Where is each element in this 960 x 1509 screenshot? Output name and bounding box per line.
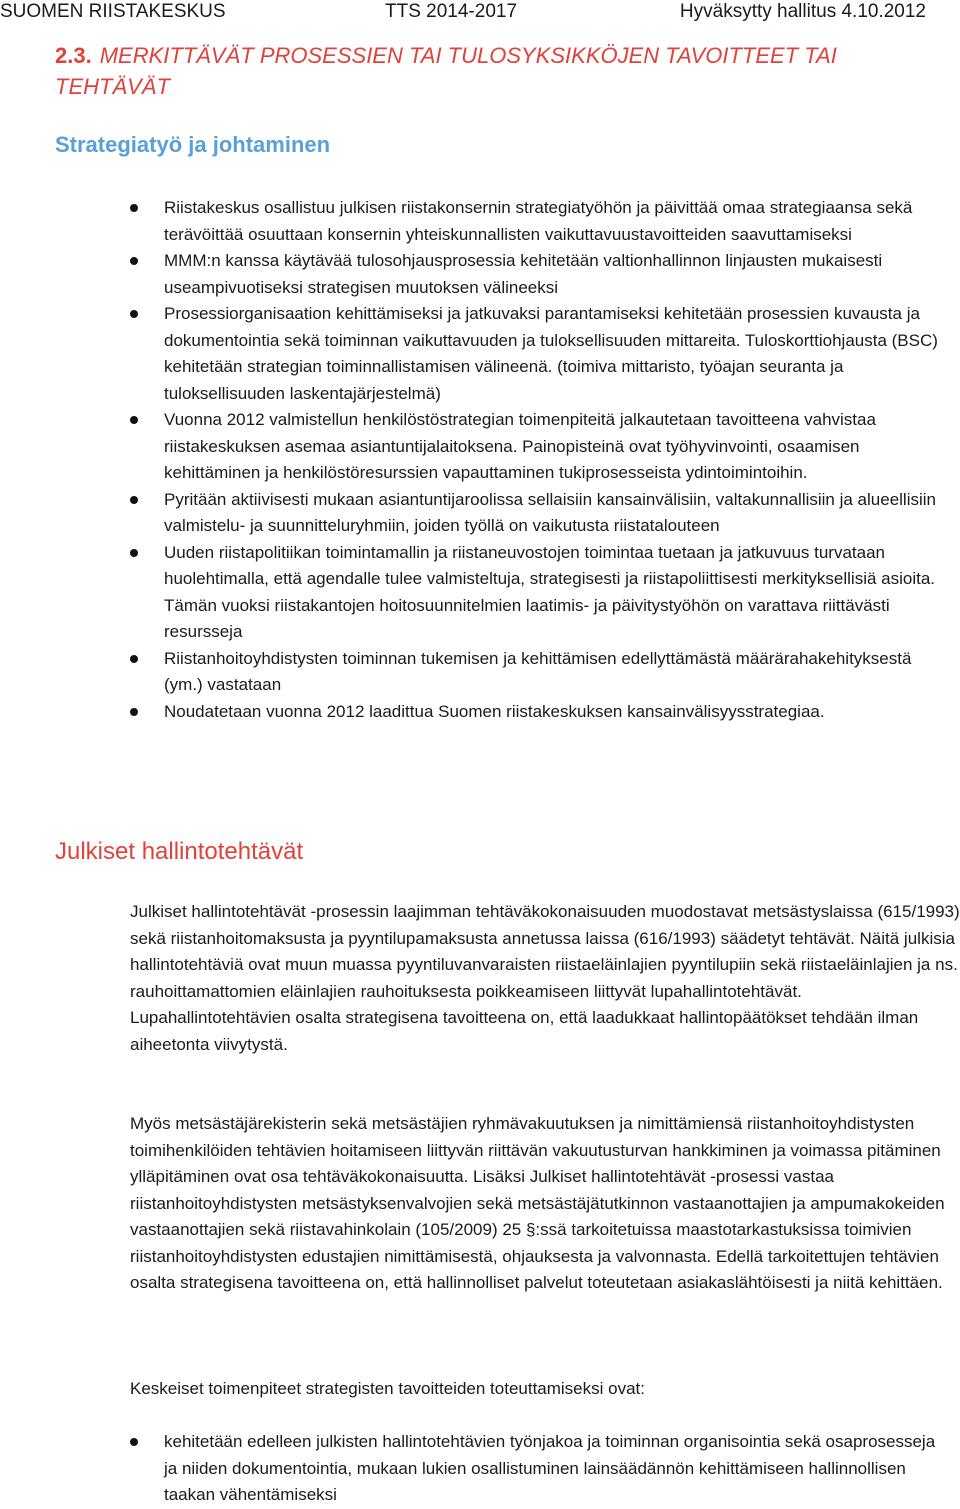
key-measures-bullet-list <box>130 1429 950 1509</box>
list-item <box>130 248 950 301</box>
list-item-text: MMM:n kanssa käytävää tulosohjausprosessia kehitetään valtionhallinnon linjausten mukaisesti useampivuotiseksi strategisen muutoksen välineeksi <box>164 251 883 297</box>
bullet-icon <box>130 204 138 212</box>
plan-period: TTS 2014-2017 <box>385 1 518 22</box>
list-item-text: Vuonna 2012 valmistellun henkilöstöstrategian toimenpiteitä jalkautetaan tavoitteena vahvistaa riistakeskuksen asemaa asiantuntijalaitoksena. Painopisteinä ovat työhyvinvointi, osaamisen kehittäminen ja henkilöstöresurssien vapauttaminen tukiprosesseista ydintoimintoihin. <box>164 410 876 482</box>
list-item <box>130 540 950 646</box>
paragraph-public-tasks-1: Julkiset hallintotehtävät -prosessin laajimman tehtäväkokonaisuuden muodostavat metsästyslaissa (615/1993) sekä riistanhoitomaksusta ja pyyntilupamaksusta annetussa laissa (616/1993) säädetyt tehtävät. Näitä julkisia hallintotehtäviä ovat muun muassa pyyntiluvanvaraisten riistaeläinlajien pyyntilupiin sekä riistaeläinlajien ja ns. rauhoittamattomien eläinlajien rauhoituksesta poikkeamiseen liittyvät lupahallintotehtävät. Lupahallintotehtävien osalta strategisena tavoitteena on, että laadukkaat hallintopäätökset tehdään ilman aiheetonta viivytystä. <box>130 902 960 1054</box>
bullet-icon <box>130 496 138 504</box>
list-item-text: Prosessiorganisaation kehittämiseksi ja jatkuvaksi parantamiseksi kehitetään prosessien kuvausta ja dokumentointia sekä toiminnan vaikuttavuuden ja tuloksellisuuden mittareita. Tuloskorttiohjausta (BSC) kehitetään strategian toiminnallistamisen välineenä. (toimiva mittaristo, työajan seuranta ja tuloksellisuuden laskentajärjestelmä) <box>164 304 938 403</box>
list-item <box>130 301 950 407</box>
list-item-text: Riistanhoitoyhdistysten toiminnan tukemisen ja kehittämisen edellyttämästä määrärahakehityksestä (ym.) vastataan <box>164 648 912 694</box>
strategy-heading: Strategiatyö ja johtaminen <box>55 132 331 157</box>
section-title-text: MERKITTÄVÄT PROSESSIEN TAI TULOSYKSIKKÖJEN TAVOITTEET TAI TEHTÄVÄT <box>55 43 837 99</box>
list-item <box>130 699 950 726</box>
strategy-bullet-list <box>130 195 950 725</box>
list-item-text: Riistakeskus osallistuu julkisen riistakonsernin strategiatyöhön ja päivittää omaa strategiaansa sekä terävöittää osuuttaan konsernin yhteiskunnallisten vaikuttavuustavoitteiden saavuttamiseksi <box>164 198 913 244</box>
list-item <box>130 1429 950 1509</box>
list-item <box>130 407 950 487</box>
list-item <box>130 646 950 699</box>
organization-name: SUOMEN RIISTAKESKUS <box>0 1 226 22</box>
bullet-icon <box>130 257 138 265</box>
public-tasks-heading: Julkiset hallintotehtävät <box>55 838 304 865</box>
page-header <box>0 0 960 26</box>
list-item-text: Pyritään aktiivisesti mukaan asiantuntijaroolissa sellaisiin kansainvälisiin, valtakunnallisiin ja alueellisiin valmistelu- ja suunnitteluryhmiin, joiden työllä on vaikutusta riistatalouteen <box>164 489 936 535</box>
list-item <box>130 195 950 248</box>
bullet-icon <box>130 310 138 318</box>
list-item-text: Noudatetaan vuonna 2012 laadittua Suomen riistakeskuksen kansainvälisyysstrategiaa. <box>164 701 825 721</box>
approval-note: Hyväksytty hallitus 4.10.2012 <box>679 1 926 22</box>
paragraph-public-tasks-2: Myös metsästäjärekisterin sekä metsästäjien ryhmävakuutuksen ja nimittämiensä riistanhoitoyhdistysten toimihenkilöiden tehtävien hoitamiseen liittyvän riittävän vakuutusturvan hankkiminen ja voimassa pitäminen ylläpitäminen ovat osa tehtäväkokonaisuutta. Lisäksi Julkiset hallintotehtävät -prosessi vastaa riistanhoitoyhdistysten metsästyksenvalvojien sekä metsästäjätutkinnon vastaanottajien ja ampumakokeiden vastaanottajien sekä riistavahinkolain (105/2009) 25 §:ssä tarkoitetuissa maastotarkastuksissa toimivien riistanhoitoyhdistysten edustajien nimittämisestä, ohjauksesta ja valvonnasta. Edellä tarkoitettujen tehtävien osalta strategisena tavoitteena on, että hallinnolliset palvelut toteutetaan asiakaslähtöisesti ja niitä kehittäen. <box>130 1114 945 1292</box>
bullet-icon <box>130 1438 138 1446</box>
section-number: 2.3. <box>55 43 92 68</box>
list-item-text: Uuden riistapolitiikan toimintamallin ja riistaneuvostojen toimintaa tuetaan ja jatkuvuus turvataan huolehtimalla, että agendalle tulee valmisteltuja, strategisesti ja riistapoliittisesti merkityksellisiä asioita. Tämän vuoksi riistakantojen hoitosuunnitelmien laatimis- ja päivitystyöhön on varattava riittävästi resursseja <box>164 542 936 641</box>
paragraph-key-measures-intro: Keskeiset toimenpiteet strategisten tavoitteiden toteuttamiseksi ovat: <box>130 1379 645 1398</box>
section-title <box>55 40 915 102</box>
bullet-icon <box>130 549 138 557</box>
list-item <box>130 487 950 540</box>
bullet-icon <box>130 655 138 663</box>
bullet-icon <box>130 708 138 716</box>
bullet-icon <box>130 416 138 424</box>
list-item-text: kehitetään edelleen julkisten hallintotehtävien työnjakoa ja toiminnan organisointia sekä osaprosesseja ja niiden dokumentointia, mukaan lukien osallistuminen lainsäädännön kehittämiseen hallinnollisen taakan vähentämiseksi <box>164 1432 936 1504</box>
